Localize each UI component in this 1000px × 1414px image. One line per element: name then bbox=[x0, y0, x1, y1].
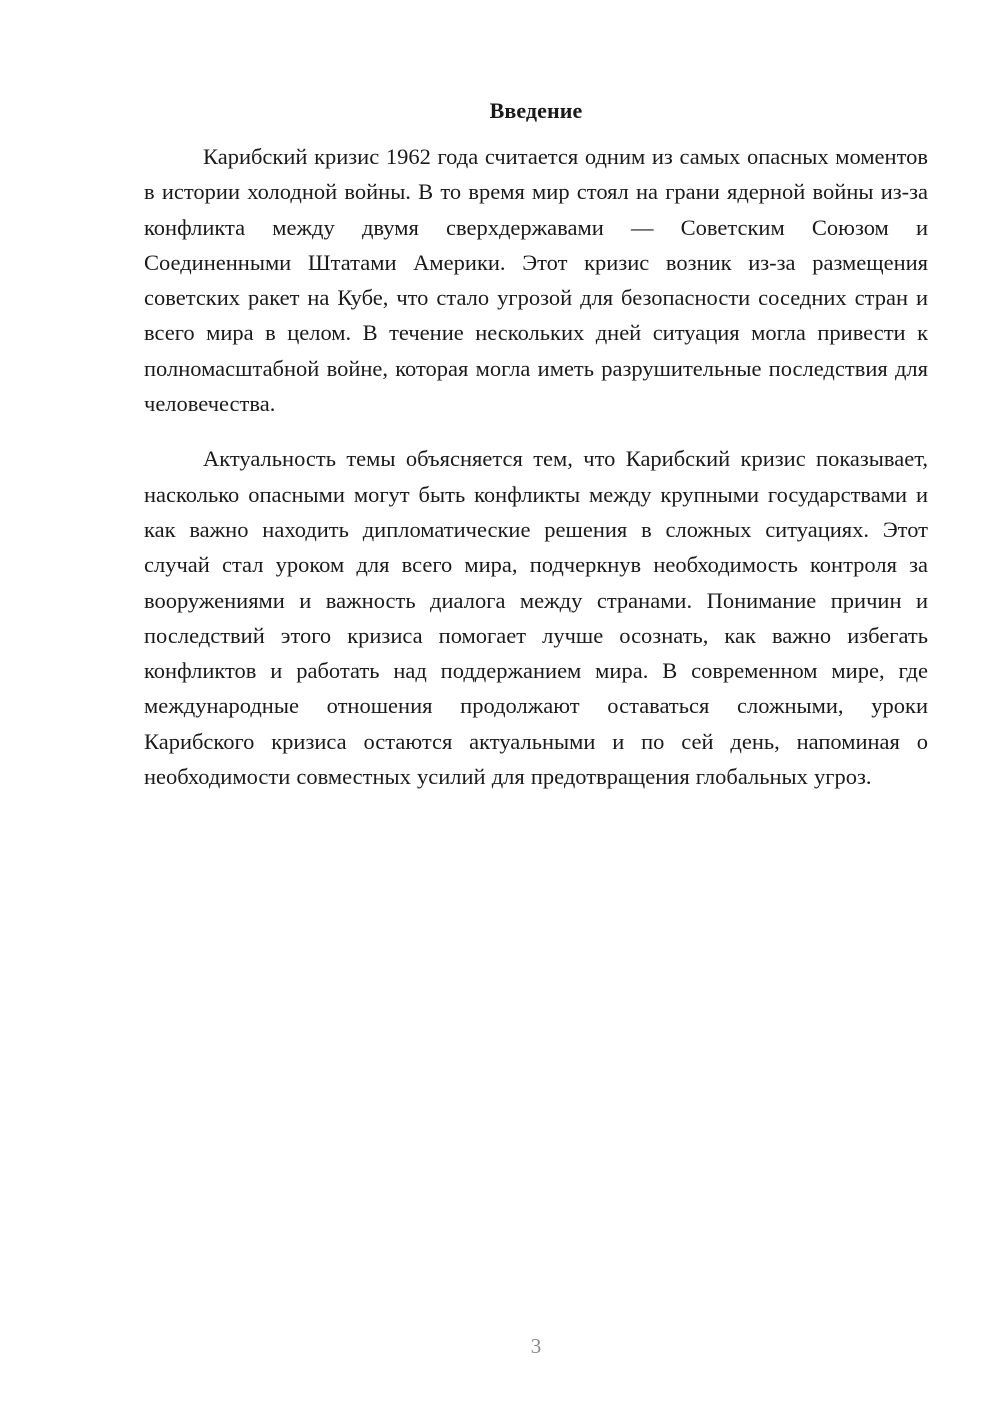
section-heading: Введение bbox=[489, 98, 583, 123]
paragraph-relevance: Актуальность темы объясняется тем, что Карибский кризис показывает, насколько опасными могут быть конфликты между крупными государствами и как важно находить дипломатические решения в сложных ситуациях. Этот случай стал уроком для всего мира, подчеркнув необходимость контроля за вооружениями и важность диалога между странами. Понимание причин и последствий этого кризиса помогает лучше осознать, как важно избегать конфликтов и работать над поддержанием мира. В современном мире, где международные отношения продолжают оставаться сложными, уроки Карибского кризиса остаются актуальными и по сей день, напоминая о необходимости совместных усилий для предотвращения глобальных угроз. bbox=[144, 446, 928, 790]
page-body bbox=[144, 95, 928, 794]
page-number: 3 bbox=[530, 1334, 542, 1358]
paragraph-intro: Карибский кризис 1962 года считается одним из самых опасных моментов в истории холодной войны. В то время мир стоял на грани ядерной войны из-за конфликта между двумя сверхдержавами — Советским Союзом и Соединенными Штатами Америки. Этот кризис возник из-за размещения советских ракет на Кубе, что стало угрозой для безопасности соседних стран и всего мира в целом. В течение нескольких дней ситуация могла привести к полномасштабной войне, которая могла иметь разрушительные последствия для человечества. bbox=[144, 144, 928, 417]
